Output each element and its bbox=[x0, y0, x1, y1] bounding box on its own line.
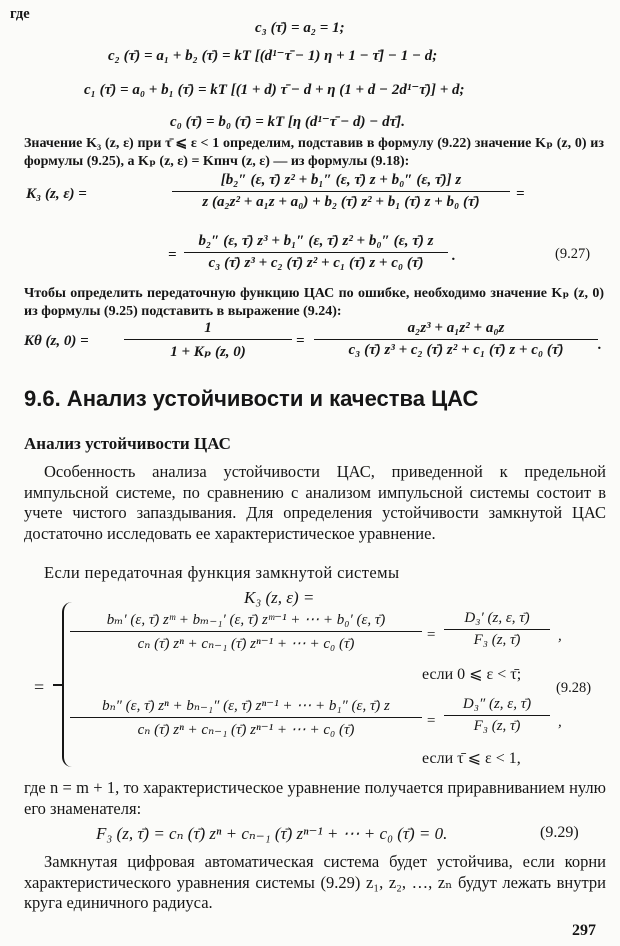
eq-ktheta-denominator-1: 1 + Kₚ (z, 0) bbox=[170, 344, 246, 360]
paragraph-stability-feature: Особенность анализа устойчивости ЦАС, приведенной к предельной импульсной системе, по сравнению с анализом импульсной системы состоит в учете чистого запаздывания. Для определения устойчивости замкнутой ЦАС достаточно исследовать ее характеристическое уравнение. bbox=[24, 462, 606, 543]
eq928-case2-condition: если τ̄ ⩽ ε < 1, bbox=[422, 750, 521, 767]
paragraph-k3-substitution: Значение K₃ (z, ε) при τ̄ ⩽ ε < 1 определим, подставив в формулу (9.22) значение Kₚ (z, 0) из формулы (9.25), а Kₚ (z, ε) = Kпнч (z, ε) — из формулы (9.18): bbox=[24, 136, 604, 169]
eq-ktheta-numerator-1: 1 bbox=[204, 320, 212, 336]
eq928-case2-right-denominator: F₃ (z, τ̄) bbox=[473, 718, 521, 734]
eq928-case1-numerator: bₘ′ (ε, τ̄) zᵐ + bₘ₋₁′ (ε, τ̄) zᵐ⁻¹ + ⋯ + b₀′ (ε, τ̄) bbox=[106, 612, 386, 628]
eq928-case2-numerator: bₙ″ (ε, τ̄) zⁿ + bₙ₋₁″ (ε, τ̄) zⁿ⁻¹ + ⋯ + b₁″ (ε, τ̄) z bbox=[102, 698, 390, 714]
eq927-lhs: K₃ (z, ε) = bbox=[26, 186, 87, 202]
fraction-bar bbox=[444, 715, 550, 716]
eq-ktheta-dot: . bbox=[598, 337, 602, 353]
word-where: где bbox=[10, 6, 30, 22]
equation-c1: c₁ (τ̄) = a₀ + b₁ (τ̄) = kT [(1 + d) τ̄ − d + η (1 + d − 2d¹⁻τ̄)] + d; bbox=[84, 82, 465, 98]
eq928-case2-right-numerator: D₃″ (z, ε, τ̄) bbox=[462, 696, 532, 712]
eq928-equals: = bbox=[34, 677, 45, 697]
equation-c0: c₀ (τ̄) = b₀ (τ̄) = kT [η (d¹⁻τ̄ − d) − dτ̄]. bbox=[170, 114, 406, 130]
eq928-head: K₃ (z, ε) = bbox=[244, 588, 315, 607]
eq-ktheta-lhs: Kθ (z, 0) = bbox=[24, 333, 89, 349]
eq928-case2-comma: , bbox=[558, 714, 562, 730]
eq928-case2-right-fraction bbox=[444, 696, 550, 735]
eq928-case1-right-fraction bbox=[444, 610, 550, 649]
fraction-bar bbox=[184, 252, 448, 253]
eq928-case1-comma: , bbox=[558, 628, 562, 644]
fraction-bar bbox=[70, 631, 422, 632]
eq929-number: (9.29) bbox=[540, 824, 579, 841]
fraction-bar bbox=[314, 339, 598, 340]
eq927-number: (9.27) bbox=[555, 246, 591, 262]
eq927-denominator-1: z (a₂z² + a₁z + a₀) + b₂ (τ̄) z² + b₁ (τ̄) z + b₀ (τ̄) bbox=[202, 194, 480, 210]
equation-c2: c₂ (τ̄) = a₁ + b₂ (τ̄) = kT [(d¹⁻τ̄ − 1) η + 1 − τ̄] − 1 − d; bbox=[108, 48, 438, 64]
eq928-case1-fraction bbox=[70, 610, 422, 653]
left-brace-tip bbox=[53, 684, 63, 686]
eq-ktheta-fraction-1 bbox=[124, 320, 292, 361]
eq-ktheta-equals: = bbox=[296, 333, 305, 349]
eq-ktheta-fraction-2 bbox=[314, 320, 598, 359]
eq-ktheta-numerator-2: a₂z³ + a₁z² + a₀z bbox=[407, 320, 505, 336]
eq927-numerator-2: b₂″ (ε, τ̄) z³ + b₁″ (ε, τ̄) z² + b₀″ (ε, τ̄) z bbox=[198, 233, 434, 249]
subsection-title: Анализ устойчивости ЦАС bbox=[24, 434, 231, 453]
section-title: 9.6. Анализ устойчивости и качества ЦАС bbox=[24, 386, 479, 411]
eq928-case1-right-numerator: D₃′ (z, ε, τ̄) bbox=[464, 610, 530, 626]
equation-c3: c₃ (τ̄) = a₂ = 1; bbox=[255, 20, 345, 36]
fraction-bar bbox=[444, 629, 550, 630]
paragraph-characteristic: где n = m + 1, то характеристическое уравнение получается приравниванием нулю его знаменателя: bbox=[24, 778, 606, 818]
eq928-case2-mid-equals: = bbox=[426, 713, 437, 729]
eq928-case1-condition: если 0 ⩽ ε < τ̄; bbox=[422, 666, 522, 683]
eq928-case2-denominator: cₙ (τ̄) zⁿ + cₙ₋₁ (τ̄) zⁿ⁻¹ + ⋯ + c₀ (τ̄) bbox=[137, 722, 355, 738]
equation-929: F₃ (z, τ̄) = cₙ (τ̄) zⁿ + cₙ₋₁ (τ̄) zⁿ⁻¹ + ⋯ + c₀ (τ̄) = 0. bbox=[96, 824, 448, 843]
paragraph-conclusion: Замкнутая цифровая автоматическая система будет устойчива, если корни характеристического уравнения системы (9.29) z₁, z₂, …, zₙ будут лежать внутри круга единичного радиуса. bbox=[24, 852, 606, 912]
eq927-equals-2: = bbox=[168, 247, 177, 263]
eq-ktheta-denominator-2: c₃ (τ̄) z³ + c₂ (τ̄) z² + c₁ (τ̄) z + c₀ (τ̄) bbox=[348, 342, 564, 358]
eq928-case1-denominator: cₙ (τ̄) zⁿ + cₙ₋₁ (τ̄) zⁿ⁻¹ + ⋯ + c₀ (τ̄) bbox=[137, 636, 355, 652]
eq927-denominator-2: c₃ (τ̄) z³ + c₂ (τ̄) z² + c₁ (τ̄) z + c₀ (τ̄) bbox=[208, 255, 424, 271]
eq928-number: (9.28) bbox=[556, 680, 592, 696]
eq927-numerator-1: [b₂″ (ε, τ̄) z² + b₁″ (ε, τ̄) z + b₀″ (ε, τ̄)] z bbox=[220, 172, 462, 188]
eq927-equals: = bbox=[516, 186, 525, 202]
paragraph-error-transfer: Чтобы определить передаточную функцию ЦАС по ошибке, необходимо значение Kₚ (z, 0) из формулы (9.25) подставить в выражение (9.24): bbox=[24, 286, 604, 319]
eq927-fraction-2 bbox=[184, 233, 448, 272]
eq927-fraction-1 bbox=[172, 172, 510, 211]
eq928-case1-mid-equals: = bbox=[426, 627, 437, 643]
fraction-bar bbox=[70, 717, 422, 718]
page-number: 297 bbox=[572, 922, 596, 939]
eq928-case2-fraction bbox=[70, 696, 422, 739]
paragraph-if-transfer: Если передаточная функция замкнутой системы bbox=[44, 563, 400, 582]
fraction-bar bbox=[172, 191, 510, 192]
eq928-case1-right-denominator: F₃ (z, τ̄) bbox=[473, 632, 521, 648]
fraction-bar bbox=[124, 339, 292, 340]
eq927-dot: . bbox=[452, 248, 456, 264]
